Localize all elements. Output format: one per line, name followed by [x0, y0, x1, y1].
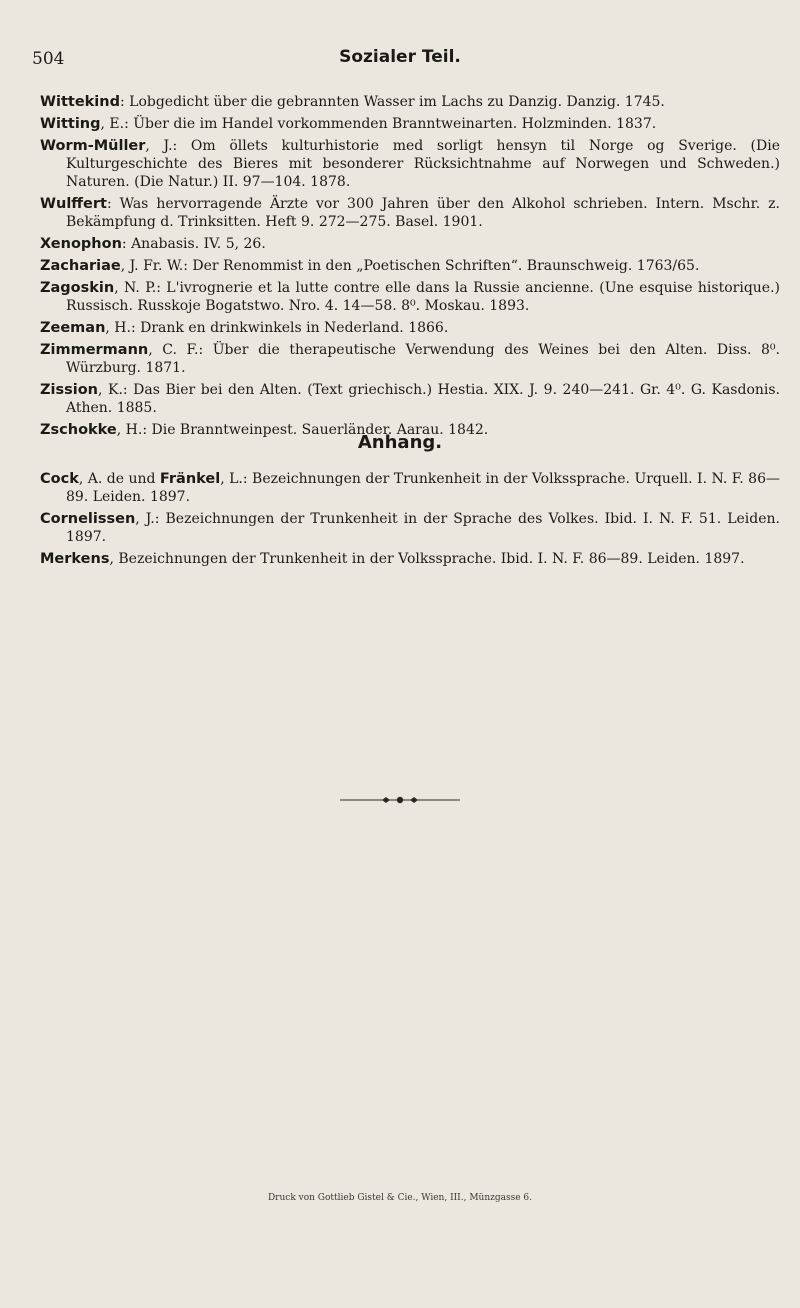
bibliography-entry — [40, 381, 780, 417]
entry-text: , L.: Bezeichnungen der Trunkenheit in der Volkssprache. Urquell. I. N. F. 86—89. Leiden. 1897. — [66, 471, 781, 505]
entry-text: : Was hervorragende Ärzte vor 300 Jahren über den Alkohol schrieben. Intern. Mschr. z. Bekämpfung d. Trinksitten. Heft 9. 272—275. Basel. 1901. — [66, 196, 780, 230]
entry-author: Zagoskin — [40, 280, 115, 296]
bibliography-entry — [40, 257, 780, 275]
entry-text: , A. de und — [78, 471, 160, 487]
entry-author: Zschokke — [40, 422, 117, 438]
entry-author: Worm-Müller — [40, 138, 146, 154]
bibliography-entry — [40, 137, 780, 191]
entry-author: Cornelissen — [40, 511, 136, 527]
entry-author: Merkens — [40, 551, 110, 567]
bibliography-entry — [40, 319, 780, 337]
printer-imprint: Druck von Gottlieb Gistel & Cie., Wien, III., Münzgasse 6. — [267, 1193, 533, 1203]
bibliography-entry — [40, 195, 780, 231]
entry-text: , J.: Bezeichnungen der Trunkenheit in der Sprache des Volkes. Ibid. I. N. F. 51. Leiden. 1897. — [66, 511, 780, 545]
entry-text: , H.: Die Branntweinpest. Sauerländer. Aarau. 1842. — [116, 422, 489, 438]
entry-coauthor: Fränkel — [159, 471, 221, 487]
entry-text: : Anabasis. IV. 5, 26. — [121, 236, 266, 252]
entry-text: , K.: Das Bier bei den Alten. (Text griechisch.) Hestia. XIX. J. 9. 240—241. Gr. 4⁰. G. Kasdonis. Athen. 1885. — [66, 382, 780, 416]
bibliography-list — [40, 93, 780, 443]
entry-text: , Bezeichnungen der Trunkenheit in der Volkssprache. Ibid. I. N. F. 86—89. Leiden. 1897. — [109, 551, 745, 567]
entry-author: Zeeman — [40, 320, 106, 336]
entry-text: , H.: Drank en drinkwinkels in Nederland. 1866. — [105, 320, 449, 336]
entry-text: : Lobgedicht über die gebrannten Wasser im Lachs zu Danzig. Danzig. 1745. — [119, 94, 665, 110]
entry-text: , J.: Om öllets kulturhistorie med sorligt hensyn til Norge og Sverige. (Die Kulturgeschichte des Bieres mit besonderer Rücksichtnahme auf Norwegen und Schweden.) Naturen. (Die Natur.) II. 97—104. 1878. — [66, 138, 780, 190]
entry-author: Cock — [40, 471, 79, 487]
annex-entry — [40, 550, 780, 568]
entry-author: Zimmermann — [40, 342, 149, 358]
bibliography-entry — [40, 341, 780, 377]
annex-list — [40, 470, 780, 572]
bibliography-entry — [40, 93, 780, 111]
entry-author: Witting — [40, 116, 101, 132]
entry-author: Zachariae — [40, 258, 121, 274]
entry-author: Zission — [40, 382, 98, 398]
annex-entry — [40, 470, 780, 506]
entry-text: , N. P.: L'ivrognerie et la lutte contre elle dans la Russie ancienne. (Une esquise historique.) Russisch. Russkoje Bogatstwo. Nro. 4. 14—58. 8⁰. Moskau. 1893. — [66, 280, 780, 314]
bibliography-entry — [40, 115, 780, 133]
annex-entry — [40, 510, 780, 546]
entry-author: Wulffert — [40, 196, 107, 212]
bibliography-entry — [40, 235, 780, 253]
entry-text: , C. F.: Über die therapeutische Verwendung des Weines bei den Alten. Diss. 8⁰. Würzburg. 1871. — [66, 342, 780, 376]
end-ornament — [340, 795, 460, 805]
entry-text: , E.: Über die im Handel vorkommenden Branntweinarten. Holzminden. 1837. — [100, 116, 657, 132]
page-number: 504 — [32, 49, 65, 69]
entry-author: Wittekind — [40, 94, 120, 110]
annex-title: Anhang. — [357, 432, 443, 453]
bibliography-entry — [40, 279, 780, 315]
running-title: Sozialer Teil. — [339, 47, 461, 67]
entry-author: Xenophon — [40, 236, 122, 252]
entry-text: , J. Fr. W.: Der Renommist in den „Poetischen Schriften“. Braunschweig. 1763/65. — [120, 258, 700, 274]
